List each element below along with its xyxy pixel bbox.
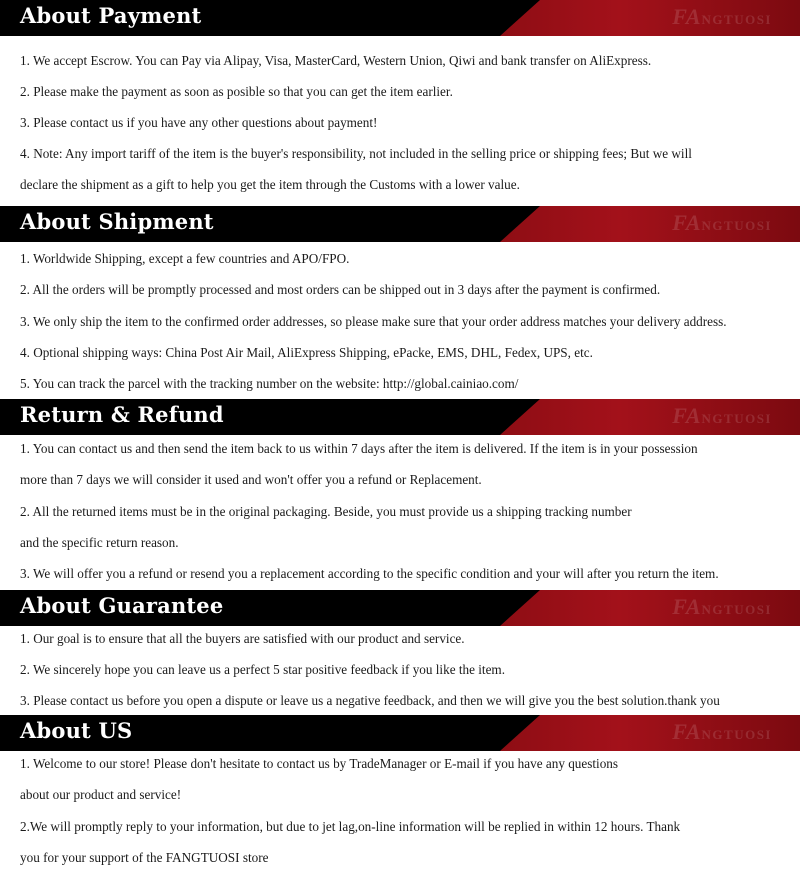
brand-watermark: FANGTUOSI — [672, 4, 772, 29]
section-header-shipment — [0, 206, 800, 242]
payment-line-2: 2. Please make the payment as soon as posible so that you can get the item earlier. — [20, 84, 453, 99]
payment-line-3: 3. Please contact us if you have any other questions about payment! — [20, 115, 378, 130]
section-header-payment — [0, 0, 800, 36]
section-title-payment: About Payment — [20, 3, 202, 28]
section-title-guarantee: About Guarantee — [20, 593, 224, 618]
payment-line-1: 1. We accept Escrow. You can Pay via Alipay, Visa, MasterCard, Western Union, Qiwi and bank transfer on AliExpress. — [20, 53, 652, 68]
section-header-refund — [0, 399, 800, 435]
section-title-shipment: About Shipment — [20, 209, 214, 234]
refund-line-1: 1. You can contact us and then send the item back to us within 7 days after the item is delivered. If the item is in your possession — [20, 441, 698, 456]
brand-watermark: FANGTUOSI — [672, 403, 772, 428]
shipment-line-3: 3. We only ship the item to the confirmed order addresses, so please make sure that your order address matches your delivery address. — [20, 314, 727, 329]
payment-line-5: declare the shipment as a gift to help you get the item through the Customs with a lower value. — [20, 177, 520, 192]
guarantee-line-3: 3. Please contact us before you open a dispute or leave us a negative feedback, and then we will give you the best solution.thank you — [20, 693, 720, 708]
shipment-line-5: 5. You can track the parcel with the tracking number on the website: http://global.cainiao.com/ — [20, 376, 519, 391]
about-us-line-4: you for your support of the FANGTUOSI store — [20, 850, 269, 865]
refund-line-2: more than 7 days we will consider it used and won't offer you a refund or Replacement. — [20, 472, 482, 487]
brand-watermark: FANGTUOSI — [672, 594, 772, 619]
brand-watermark: FANGTUOSI — [672, 210, 772, 235]
payment-line-4: 4. Note: Any import tariff of the item is the buyer's responsibility, not included in the selling price or shipping fees; But we will — [20, 146, 692, 161]
section-header-guarantee — [0, 590, 800, 626]
brand-watermark: FANGTUOSI — [672, 719, 772, 744]
about-us-line-2: about our product and service! — [20, 787, 182, 802]
section-title-about-us: About US — [20, 718, 133, 743]
about-us-line-1: 1. Welcome to our store! Please don't hesitate to contact us by TradeManager or E-mail if you have any questions — [20, 756, 619, 771]
refund-line-3: 2. All the returned items must be in the original packaging. Beside, you must provide us a shipping tracking number — [20, 504, 632, 519]
section-title-refund: Return & Refund — [20, 402, 224, 427]
shipment-line-4: 4. Optional shipping ways: China Post Air Mail, AliExpress Shipping, ePacke, EMS, DHL, Fedex, UPS, etc. — [20, 345, 593, 360]
refund-line-5: 3. We will offer you a refund or resend you a replacement according to the specific condition and your will after you return the item. — [20, 566, 719, 581]
guarantee-line-1: 1. Our goal is to ensure that all the buyers are satisfied with our product and service. — [20, 631, 465, 646]
section-header-about-us — [0, 715, 800, 751]
shipment-line-2: 2. All the orders will be promptly processed and most orders can be shipped out in 3 days after the payment is confirmed. — [20, 282, 661, 297]
refund-line-4: and the specific return reason. — [20, 535, 179, 550]
shipment-line-1: 1. Worldwide Shipping, except a few countries and APO/FPO. — [20, 251, 350, 266]
about-us-line-3: 2.We will promptly reply to your information, but due to jet lag,on-line information will be replied in within 12 hours. Thank — [20, 819, 681, 834]
guarantee-line-2: 2. We sincerely hope you can leave us a perfect 5 star positive feedback if you like the item. — [20, 662, 505, 677]
